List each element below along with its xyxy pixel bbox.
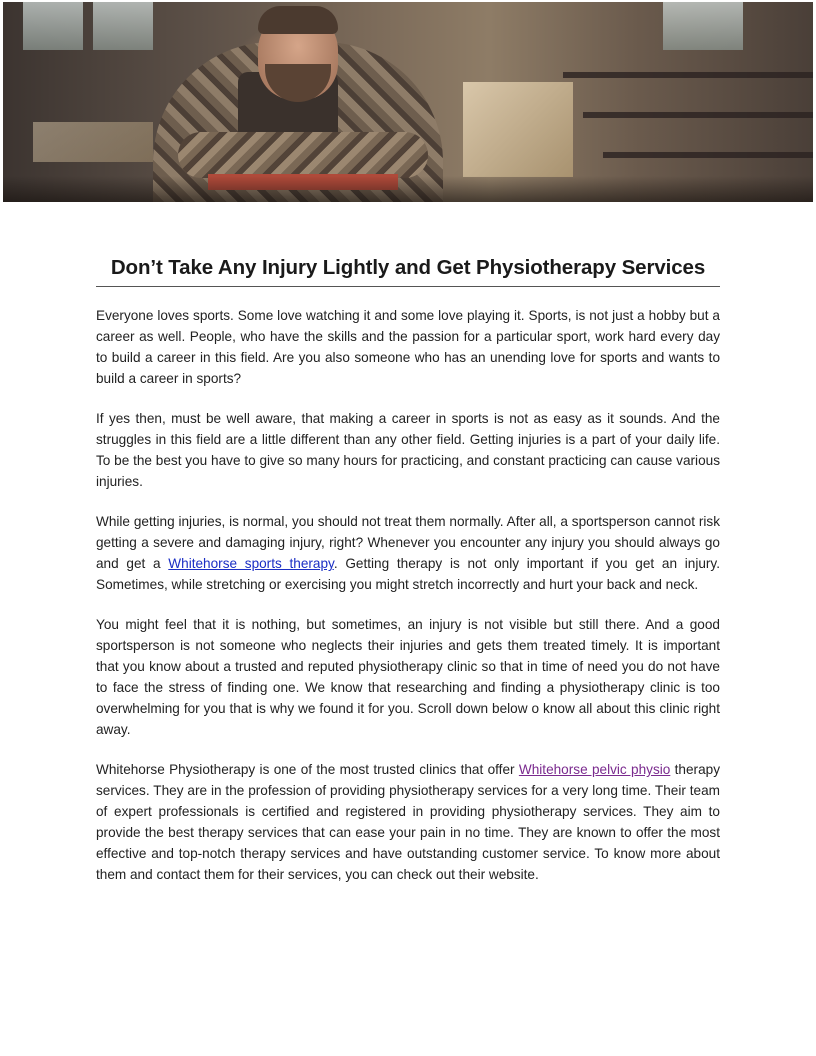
paragraph-5-text-start: Whitehorse Physiotherapy is one of the most trusted clinics that offer (96, 762, 519, 777)
paragraph-5 (96, 759, 720, 885)
box-shape (463, 82, 573, 177)
window-shape (663, 2, 743, 50)
shelf-shape (583, 112, 813, 118)
workbench-shape (33, 122, 153, 162)
sports-therapy-link[interactable]: Whitehorse sports therapy (168, 556, 334, 571)
shelf-shape (563, 72, 813, 78)
window-shape (93, 2, 153, 50)
article-body (96, 305, 720, 904)
paragraph-3 (96, 511, 720, 595)
paragraph-4: You might feel that it is nothing, but sometimes, an injury is not visible but still there. And a good sportsperson is not someone who neglects their injuries and gets them treated timely. It is important that you know about a trusted and reputed physiotherapy clinic so that in time of need you do not have to face the stress of finding one. We know that researching and finding a physiotherapy clinic is too overwhelming for you that is why we found it for you. Scroll down below o know all about this clinic right away. (96, 617, 720, 737)
paragraph-1: Everyone loves sports. Some love watching it and some love playing it. Sports, is not just a hobby but a career as well. People, who have the skills and the passion for a particular sport, work hard every day to build a career in this field. Are you also someone who has an unending love for sports and wants to build a career in sports? (96, 308, 720, 386)
paragraph-3-text-start: While getting injuries, is normal, you should not treat them normally. After all, a sportsperson cannot risk getting a severe and damaging injury, right? Whenever you encounter any injury you should always go and get a (96, 514, 720, 571)
person-crossed-arms (178, 132, 428, 178)
hero-photo (3, 2, 813, 202)
pelvic-physio-link[interactable]: Whitehorse pelvic physio (518, 762, 671, 777)
paragraph-2: If yes then, must be well aware, that making a career in sports is not as easy as it sounds. And the struggles in this field are a little different than any other field. Getting injuries is a part of your daily life. To be the best you have to give so many hours for practicing, and constant practicing can cause various injuries. (96, 411, 720, 489)
floor-shadow (3, 176, 813, 202)
paragraph-3-text-end: . Getting therapy is not only important if you get an injury. Sometimes, while stretching or exercising you might stretch incorrectly and hurt your back and neck. (96, 556, 721, 592)
article-title: Don’t Take Any Injury Lightly and Get Physiotherapy Services (96, 252, 720, 287)
paragraph-5-text-end: therapy services. They are in the profession of providing physiotherapy services for a very long time. Their team of expert professionals is certified and registered in providing physiotherapy services. They aim to provide the best therapy services that can ease your pain in no time. They are known to offer the most effective and top-notch therapy services and have outstanding customer service. To know more about them and contact them for their services, you can check out their website. (96, 762, 720, 882)
window-shape (23, 2, 83, 50)
person-hair (258, 6, 338, 34)
shelf-shape (603, 152, 813, 158)
